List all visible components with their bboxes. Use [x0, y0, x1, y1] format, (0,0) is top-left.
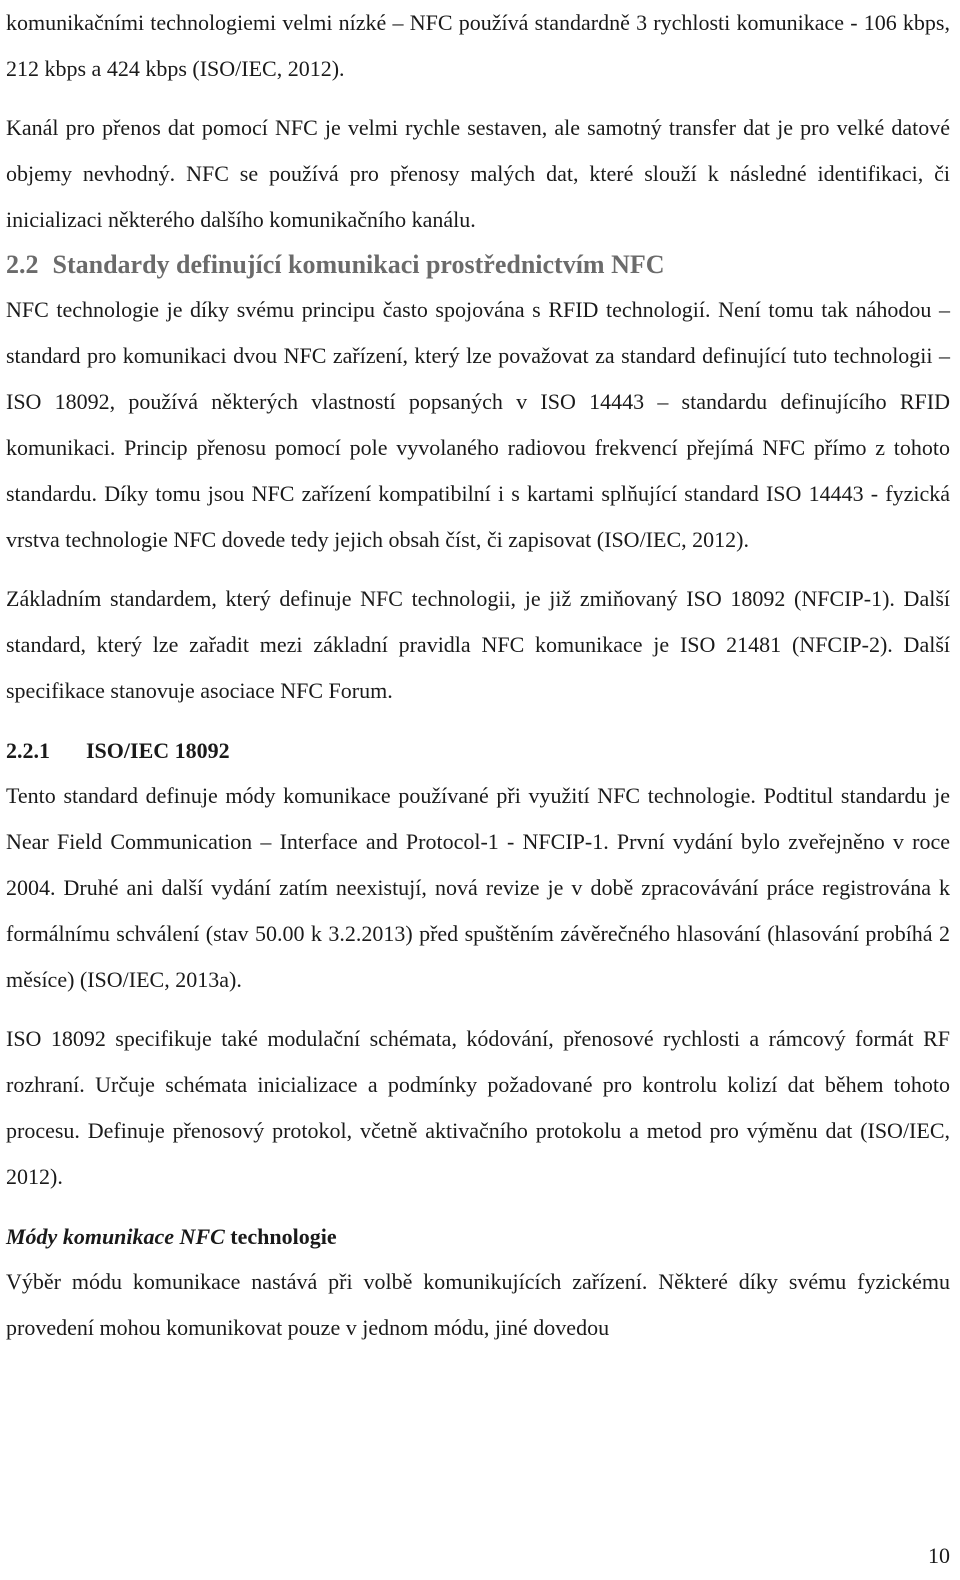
paragraph-base-standards: Základním standardem, který definuje NFC technologii, je již zmiňovaný ISO 18092 (NFCIP-1). Další standard, který lze zařadit mezi základní pravidla NFC komunikace je ISO 21481 (NFCIP-2). Další specifikace stanovuje asociace NFC Forum.: [6, 586, 950, 703]
paragraph-mode-selection: Výběr módu komunikace nastává při volbě komunikujících zařízení. Některé díky svému fyzickému provedení mohou komunikovat pouze v jednom módu, jiné dovedou: [6, 1269, 950, 1340]
page-number: 10: [928, 1543, 950, 1568]
topic-heading-modes: [6, 1215, 950, 1259]
paragraph-iso-18092-spec: ISO 18092 specifikuje také modulační schémata, kódování, přenosové rychlosti a rámcový formát RF rozhraní. Určuje schémata inicializace a podmínky požadované pro kontrolu kolizí dat během tohoto procesu. Definuje přenosový protokol, včetně aktivačního protokolu a metod pro výměnu dat (ISO/IEC, 2012).: [6, 1026, 950, 1189]
paragraph-nfc-channel: Kanál pro přenos dat pomocí NFC je velmi rychle sestaven, ale samotný transfer dat je pro velké datové objemy nevhodný. NFC se používá pro přenosy malých dat, které slouží k následné identifikaci, či inicializaci některého dalšího komunikačního kanálu.: [6, 115, 950, 232]
section-title: Standardy definující komunikaci prostřednictvím NFC: [52, 250, 665, 279]
topic-heading-rest: technologie: [230, 1224, 337, 1249]
document-page: [6, 0, 950, 1351]
paragraph-nfc-speeds: komunikačními technologiemi velmi nízké – NFC používá standardně 3 rychlosti komunikace - 106 kbps, 212 kbps a 424 kbps (ISO/IEC, 2012).: [6, 10, 950, 81]
paragraph-nfc-rfid: NFC technologie je díky svému principu často spojována s RFID technologií. Není tomu tak náhodou – standard pro komunikaci dvou NFC zařízení, který lze považovat za standard definující tuto technologii – ISO 18092, používá některých vlastností popsaných v ISO 14443 – standardu definujícího RFID komunikaci. Princip přenosu pomocí pole vyvolaného radiovou frekvencí přejímá NFC přímo z tohoto standardu. Díky tomu jsou NFC zařízení kompatibilní i s kartami splňující standard ISO 14443 - fyzická vrstva technologie NFC dovede tedy jejich obsah číst, či zapisovat (ISO/IEC, 2012).: [6, 297, 950, 552]
paragraph-iso-18092-intro: Tento standard definuje módy komunikace používané při využití NFC technologie. Podtitul standardu je Near Field Communication – Interface and Protocol-1 - NFCIP-1. První vydání bylo zveřejněno v roce 2004. Druhé ani další vydání zatím neexistují, nová revize je v době zpracovávání práce registrována k formálnímu schválení (stav 50.00 k 3.2.2013) před spuštěním závěrečného hlasování (hlasování probíhá 2 měsíce) (ISO/IEC, 2013a).: [6, 783, 950, 992]
topic-heading-italic: Módy komunikace NFC: [6, 1224, 225, 1249]
section-number: 2.2: [6, 250, 39, 279]
subsection-number: 2.2.1: [6, 738, 50, 763]
subsection-heading-2-2-1: [6, 729, 950, 773]
subsection-title: ISO/IEC 18092: [86, 738, 230, 763]
section-heading-2-2: [6, 243, 950, 287]
